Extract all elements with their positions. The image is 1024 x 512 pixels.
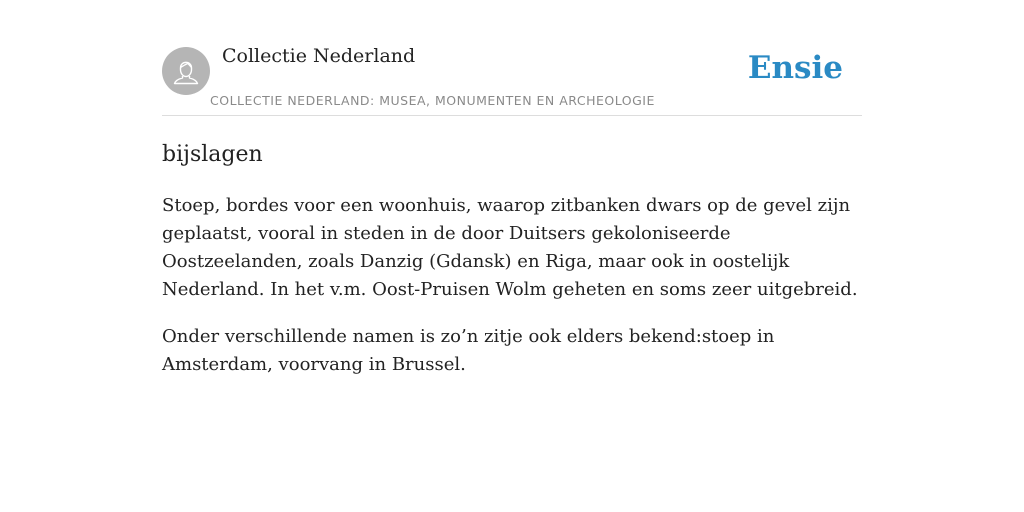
- entry-body: [162, 192, 862, 379]
- entry-paragraph: Stoep, bordes voor een woonhuis, waarop zitbanken dwars op de gevel zijn geplaatst, vooral in steden in de door Duitsers gekoloniseerde Oostzeelanden, zoals Danzig (Gdansk) en Riga, maar ook in oostelijk Nederland. In het v.m. Oost-Pruisen Wolm geheten en soms zeer uitgebreid.: [162, 195, 858, 300]
- entry-container: [162, 0, 862, 398]
- entry-header: [162, 0, 862, 116]
- entry-title: bijslagen: [162, 142, 263, 167]
- entry-paragraph: Onder verschillende namen is zo’n zitje ook elders bekend:stoep in Amsterdam, voorvang in Brussel.: [162, 326, 775, 375]
- author-name[interactable]: Collectie Nederland: [222, 45, 416, 67]
- author-avatar[interactable]: [162, 47, 210, 95]
- source-subtitle[interactable]: COLLECTIE NEDERLAND: MUSEA, MONUMENTEN EN ARCHEOLOGIE: [210, 93, 655, 108]
- ensie-logo[interactable]: Ensie: [747, 50, 843, 86]
- user-avatar-icon: [162, 47, 210, 95]
